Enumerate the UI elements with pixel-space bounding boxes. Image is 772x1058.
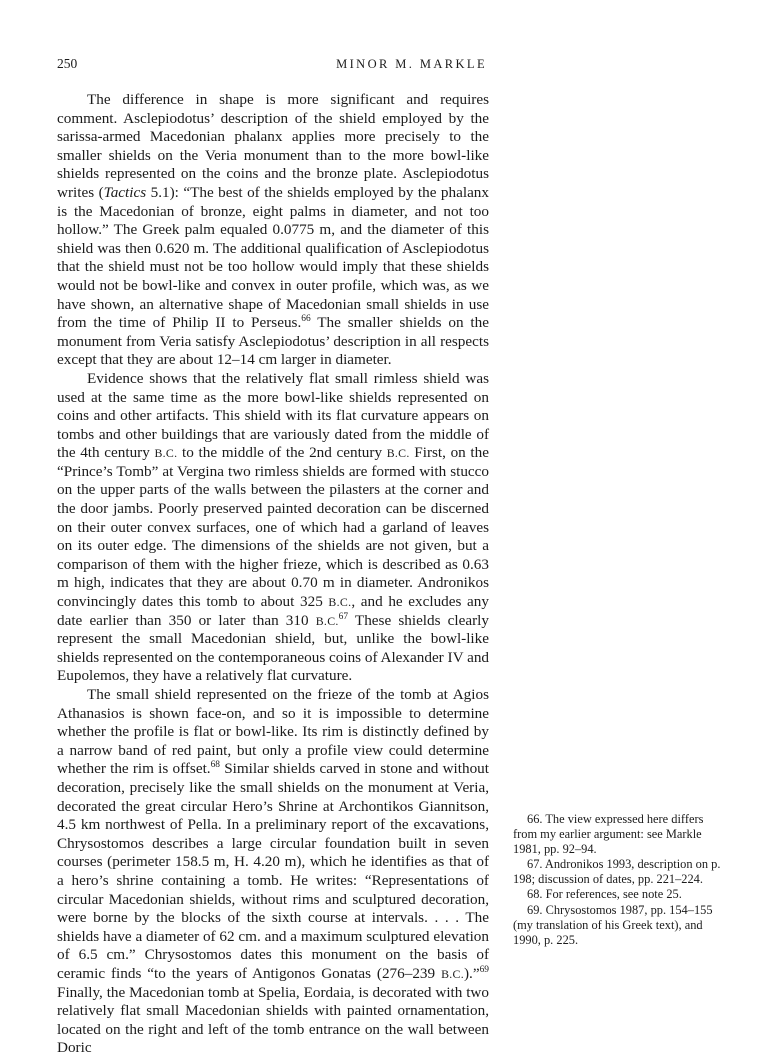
era-abbreviation: B.C. [154, 446, 178, 461]
era-abbreviation: B.C. [315, 613, 339, 628]
paragraph: The difference in shape is more significant and requires comment. Asclepiodotus’ description of the shield employed by the sarissa-armed Macedonian phalanx applies more precisely to the smaller shields on the Veria monument than to the more bowl-like shields represented on the coins and the bronze plate. Asclepiodotus writes (Tactics 5.1): “The best of the shields employed by the phalanx is the Macedonian of bronze, eight palms in diameter, and not too hollow.” The Greek palm equaled 0.0775 m, and the diameter of this shield was then 0.620 m. The additional qualification of Asclepiodotus that the shield must not be too hollow would imply that these shields would not be bowl-like and convex in outer profile, which was, as we have shown, an alternative shape of Macedonian small shields in use from the time of Philip II to Perseus.$^{66}$ The smaller shields on the monument from Veria satisfy Asclepiodotus’ description in all respects except that they are about 12–14 cm larger in diameter. [57, 91, 489, 369]
footnotes [513, 812, 721, 948]
footnote-68: 68. For references, see note 25. [527, 887, 682, 902]
running-head: MINOR M. MARKLE [336, 57, 487, 71]
paragraph: The small shield represented on the frieze of the tomb at Agios Athanasios is shown face-on, and so it is impossible to determine whether the profile is flat or bowl-like. Its rim is distinctly defined by a narrow band of red paint, but only a profile view could determine whether the rim is offset.$^{68}$ Similar shields carved in stone and without decoration, precisely like the small shields on the monument at Veria, decorated the great circular Hero’s Shrine at Archontikos Giannitson, 4.5 km northwest of Pella. In a preliminary report of the excavations, Chrysostomos describes a large circular foundation built in seven courses (perimeter 158.5 m, H. 4.20 m), which he identifies as that of a hero’s shrine containing a tomb. He writes: “Representations of circular Macedonian shields, without rims and sculptured decoration, were borne by the blocks of the sixth course at intervals. . . . The shields have a diameter of 62 cm. and a maximum sculptured elevation of 6.5 cm.” Chrysostomos dates this monument on the basis of ceramic finds “to the years of Antigonos Gonatas (276–239 B.C.).”$^{69}$ Finally, the Macedonian tomb at Spelia, Eordaia, is decorated with two relatively flat small Macedonian shields with painted ornamentation, located on the right and left of the tomb entrance on the wall between Doric [57, 686, 489, 1057]
era-abbreviation: B.C. [328, 595, 352, 610]
footnote-67: 67. Andronikos 1993, description on p. 198; discussion of dates, pp. 221–224. [513, 857, 721, 887]
page-number: 250 [57, 56, 78, 71]
footnote-69: 69. Chrysostomos 1987, pp. 154–155 (my translation of his Greek text), and 1990, p. 225. [513, 902, 713, 947]
footnote-ref-69[interactable]: 69 [479, 964, 489, 975]
footnote-ref-68[interactable]: 68 [210, 760, 220, 771]
footnote-ref-67[interactable]: 67 [338, 611, 349, 622]
footnote-66: 66. The view expressed here differs from my earlier argument: see Markle 1981, pp. 92–94. [513, 812, 704, 857]
footnote-ref-66[interactable]: 66 [301, 314, 311, 325]
main-text-column [57, 91, 489, 1058]
paragraph: Evidence shows that the relatively flat small rimless shield was used at the same time as the more bowl-like shields represented on coins and other artifacts. This shield with its flat curvature appears on tombs and other buildings that are variously dated from the middle of the 4th century B.C. to the middle of the 2nd century B.C. First, on the “Prince’s Tomb” at Vergina two rimless shields are formed with stucco on the upper parts of the walls between the pilasters at the corner and the door jambs. Poorly preserved painted decoration can be discerned on their outer convex surfaces, one of which had a garland of leaves on its outer edge. The dimensions of the shields are not given, but a comparison of them with the higher frieze, which is described as 0.63 m high, indicates that they are about 0.70 m in diameter. Andronikos convincingly dates this tomb to about 325 B.C., and he excludes any date earlier than 350 or later than 310 B.C.$^{67}$ These shields clearly represent the small Macedonian shield, but, unlike the bowl-like shields represented on the contemporaneous coins of Alexander IV and Eupolemos, they have a relatively flat curvature. [57, 369, 490, 685]
citation-title: Tactics [103, 183, 147, 201]
era-abbreviation: B.C. [441, 966, 464, 981]
era-abbreviation: B.C. [386, 446, 410, 461]
